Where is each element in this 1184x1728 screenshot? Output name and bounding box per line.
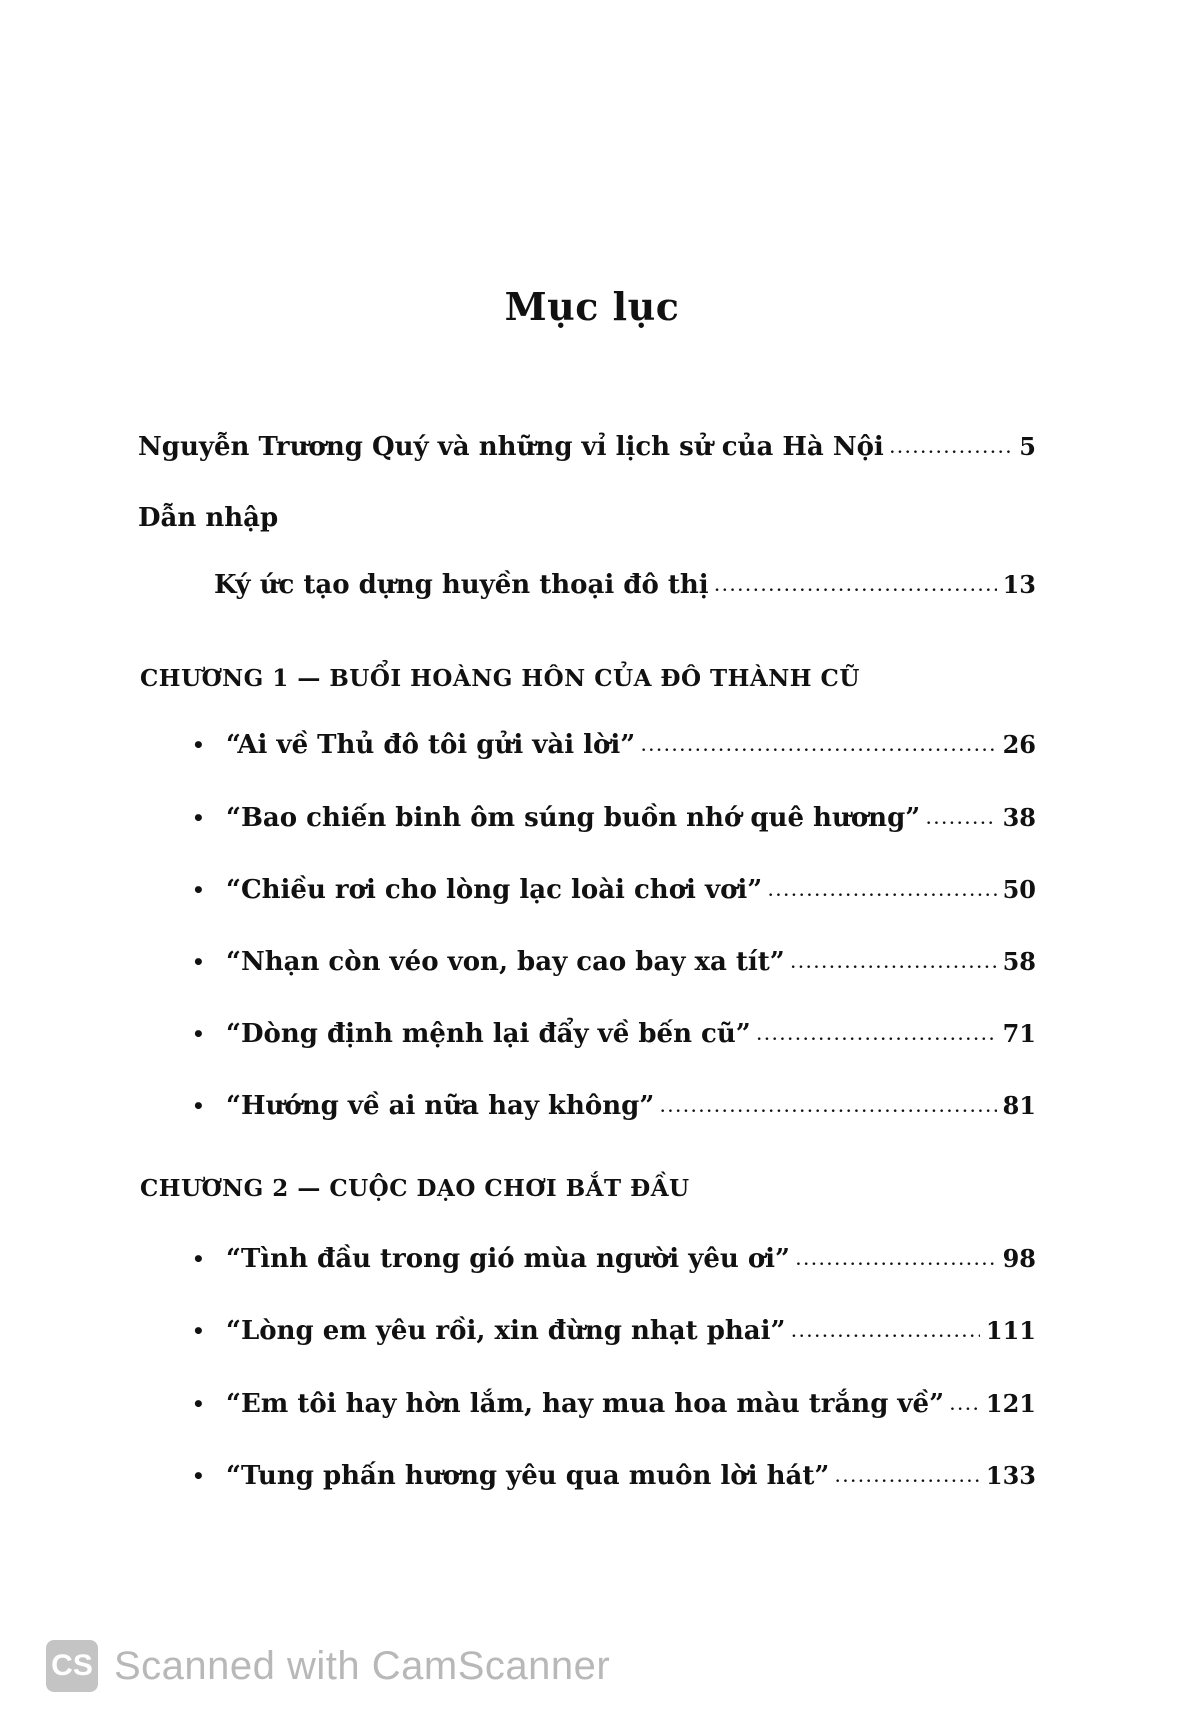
dot-leader — [715, 568, 997, 598]
toc-entry-page: 71 — [1002, 1019, 1036, 1048]
dot-leader — [768, 873, 996, 903]
toc-entry-page: 121 — [985, 1389, 1036, 1418]
bullet-icon: • — [192, 878, 205, 902]
toc-entry-title: “Nhạn còn véo von, bay cao bay xa tít” — [226, 947, 785, 977]
bullet-icon: • — [192, 733, 205, 757]
camscanner-logo-icon: CS — [46, 1640, 98, 1692]
watermark-text: Scanned with CamScanner — [114, 1643, 611, 1688]
toc-entry — [226, 1244, 1036, 1274]
dot-leader — [926, 801, 996, 831]
toc-entry-foreword — [138, 432, 1036, 462]
toc-entry-title: “Tung phấn hương yêu qua muôn lời hát” — [226, 1461, 830, 1491]
toc-entry-title: “Chiều rơi cho lòng lạc loài chơi vơi” — [226, 875, 763, 905]
toc-entry-title: “Dòng định mệnh lại đẩy về bến cũ” — [226, 1019, 751, 1049]
toc-entry-page: 98 — [1002, 1244, 1036, 1273]
toc-entry-title: Nguyễn Trương Quý và những vỉ lịch sử của Hà Nội — [138, 432, 884, 462]
toc-entry-page: 26 — [1002, 730, 1036, 759]
section-heading-introduction: Dẫn nhập — [138, 503, 279, 533]
dot-leader — [950, 1387, 980, 1417]
dot-leader — [835, 1459, 980, 1489]
toc-entry — [226, 947, 1036, 977]
toc-entry-page: 111 — [985, 1316, 1036, 1345]
toc-entry-page: 58 — [1002, 947, 1036, 976]
toc-entry-page: 50 — [1002, 875, 1036, 904]
bullet-icon: • — [192, 1319, 205, 1343]
dot-leader — [791, 1314, 979, 1344]
toc-entry — [226, 1389, 1036, 1419]
toc-entry-page: 5 — [1019, 432, 1036, 461]
toc-entry-title: “Lòng em yêu rồi, xin đừng nhạt phai” — [226, 1316, 786, 1346]
dot-leader — [796, 1242, 997, 1272]
bullet-icon: • — [192, 806, 205, 830]
bullet-icon: • — [192, 1022, 205, 1046]
dot-leader — [791, 945, 997, 975]
toc-entry-title: Ký ức tạo dựng huyền thoại đô thị — [214, 570, 709, 600]
dot-leader — [890, 430, 1013, 460]
toc-entry-introduction — [214, 570, 1036, 600]
toc-entry-title: “Bao chiến binh ôm súng buồn nhớ quê hương” — [226, 803, 921, 833]
bullet-icon: • — [192, 1392, 205, 1416]
bullet-icon: • — [192, 1247, 205, 1271]
chapter-heading-1: CHƯƠNG 1 — BUỔI HOÀNG HÔN CỦA ĐÔ THÀNH CŨ — [140, 665, 860, 692]
page-title: Mục lục — [504, 284, 680, 329]
toc-entry-page: 133 — [985, 1461, 1036, 1490]
toc-entry-page: 38 — [1002, 803, 1036, 832]
toc-entry — [226, 730, 1036, 760]
chapter-heading-2: CHƯƠNG 2 — CUỘC DẠO CHƠI BẮT ĐẦU — [140, 1175, 690, 1202]
bullet-icon: • — [192, 1094, 205, 1118]
toc-entry-title: “Em tôi hay hờn lắm, hay mua hoa màu trắng về” — [226, 1389, 945, 1419]
toc-entry — [226, 803, 1036, 833]
toc-entry-title: “Tình đầu trong gió mùa người yêu ơi” — [226, 1244, 791, 1274]
dot-leader — [757, 1017, 997, 1047]
bullet-icon: • — [192, 950, 205, 974]
toc-entry-title: “Ai về Thủ đô tôi gửi vài lời” — [226, 730, 636, 760]
dot-leader — [660, 1089, 996, 1119]
dot-leader — [641, 728, 996, 758]
toc-entry-page: 81 — [1002, 1091, 1036, 1120]
toc-entry — [226, 875, 1036, 905]
toc-entry-title: “Hướng về ai nữa hay không” — [226, 1091, 655, 1121]
bullet-icon: • — [192, 1464, 205, 1488]
camscanner-watermark — [46, 1640, 610, 1692]
toc-entry-page: 13 — [1002, 570, 1036, 599]
toc-entry — [226, 1316, 1036, 1346]
toc-entry — [226, 1461, 1036, 1491]
toc-entry — [226, 1091, 1036, 1121]
toc-entry — [226, 1019, 1036, 1049]
